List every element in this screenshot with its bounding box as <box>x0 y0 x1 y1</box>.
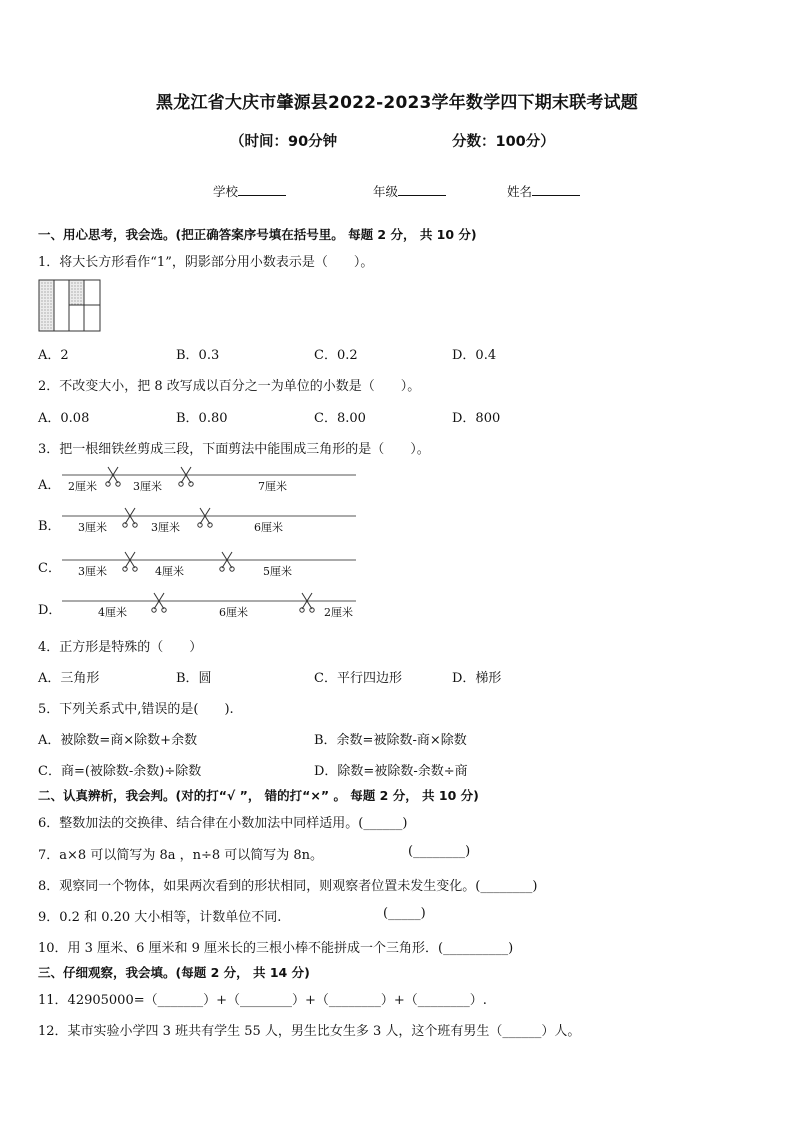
q1-option-c[interactable]: C．0.2 <box>314 348 358 363</box>
scissors-icon <box>220 552 234 571</box>
q3-b-seg-3: 6厘米 <box>254 521 283 534</box>
q5-option-b[interactable]: B．余数=被除数-商×除数 <box>314 733 467 748</box>
question-2: 2．不改变大小，把 8 改写成以百分之一为单位的小数是（ ）。 <box>38 379 421 394</box>
grade-field[interactable] <box>373 182 446 200</box>
q3-option-a[interactable]: A． <box>38 478 61 493</box>
scissors-icon <box>123 552 137 571</box>
name-blank[interactable] <box>532 183 580 196</box>
question-9: 9．0.2 和 0.20 大小相等，计数单位不同. <box>38 910 282 925</box>
exam-time: （时间：90分钟 <box>230 134 338 150</box>
q3-option-b[interactable]: B． <box>38 519 61 534</box>
page-title: 黑龙江省大庆市肇源县2022-2023学年数学四下期末联考试题 <box>156 93 638 113</box>
question-4: 4．正方形是特殊的（ ） <box>38 640 203 655</box>
q3-d-seg-2: 6厘米 <box>219 606 248 619</box>
q7-answer-blank[interactable]: (________) <box>408 844 471 859</box>
scissors-icon <box>300 593 314 612</box>
q1-option-a[interactable]: A．2 <box>38 348 69 363</box>
q3-a-seg-3: 7厘米 <box>258 480 287 493</box>
question-12[interactable]: 12．某市实验小学四 3 班共有学生 55 人，男生比女生多 3 人，这个班有男生（______）人。 <box>38 1024 581 1039</box>
scissors-icon <box>198 508 212 527</box>
q3-row-d-wire <box>58 591 368 621</box>
q4-option-c[interactable]: C．平行四边形 <box>314 671 402 686</box>
q3-a-seg-1: 2厘米 <box>68 480 97 493</box>
q5-option-c[interactable]: C．商=(被除数-余数)÷除数 <box>38 764 202 779</box>
q2-option-d[interactable]: D．800 <box>452 411 501 426</box>
q3-option-c[interactable]: C． <box>38 561 61 576</box>
q3-row-a-wire <box>58 465 368 495</box>
q2-option-a[interactable]: A．0.08 <box>38 411 90 426</box>
question-8[interactable]: 8．观察同一个物体，如果两次看到的形状相同，则观察者位置未发生变化。(________) <box>38 879 538 894</box>
question-3: 3．把一根细铁丝剪成三段，下面剪法中能围成三角形的是（ ）。 <box>38 442 430 457</box>
q2-option-b[interactable]: B．0.80 <box>176 411 228 426</box>
q3-row-c-wire <box>58 550 368 580</box>
section-2-heading: 二、认真辨析，我会判。(对的打“√ ”， 错的打“×” 。 每题 2 分， 共 10 分) <box>38 788 479 803</box>
scissors-icon <box>106 467 120 486</box>
question-7: 7．a×8 可以简写为 8a ，n÷8 可以简写为 8n。 <box>38 848 324 863</box>
q4-option-a[interactable]: A．三角形 <box>38 671 100 686</box>
q3-d-seg-1: 4厘米 <box>98 606 127 619</box>
school-field[interactable] <box>213 182 286 200</box>
question-11[interactable]: 11．42905000=（_______）+（________）+（________）+（________）. <box>38 993 487 1008</box>
q3-d-seg-3: 2厘米 <box>324 606 353 619</box>
q1-option-d[interactable]: D．0.4 <box>452 348 497 363</box>
rectangle-figure <box>38 279 102 333</box>
grade-label: 年级 <box>373 184 399 199</box>
question-1: 1．将大长方形看作“1”，阴影部分用小数表示是（ ）。 <box>38 255 374 270</box>
question-10[interactable]: 10．用 3 厘米、6 厘米和 9 厘米长的三根小棒不能拼成一个三角形．(__________) <box>38 941 514 956</box>
q3-c-seg-3: 5厘米 <box>263 565 292 578</box>
q3-c-seg-1: 3厘米 <box>78 565 107 578</box>
q3-b-seg-1: 3厘米 <box>78 521 107 534</box>
q5-option-a[interactable]: A．被除数=商×除数+余数 <box>38 733 198 748</box>
q3-row-b-wire <box>58 506 368 536</box>
q4-option-b[interactable]: B．圆 <box>176 671 212 686</box>
school-blank[interactable] <box>238 183 286 196</box>
scissors-icon <box>179 467 193 486</box>
question-6[interactable]: 6．整数加法的交换律、结合律在小数加法中同样适用。(______) <box>38 816 408 831</box>
q3-option-d[interactable]: D． <box>38 603 62 618</box>
q1-option-b[interactable]: B．0.3 <box>176 348 220 363</box>
question-5: 5．下列关系式中,错误的是( ). <box>38 702 234 717</box>
name-field[interactable] <box>507 182 580 200</box>
section-3-heading: 三、仔细观察，我会填。(每题 2 分， 共 14 分) <box>38 965 310 980</box>
q2-option-c[interactable]: C．8.00 <box>314 411 366 426</box>
scissors-icon <box>123 508 137 527</box>
q9-answer-blank[interactable]: (_____) <box>383 906 426 921</box>
q3-b-seg-2: 3厘米 <box>151 521 180 534</box>
exam-score: 分数：100分） <box>452 134 555 150</box>
grade-blank[interactable] <box>398 183 446 196</box>
q5-option-d[interactable]: D．除数=被除数-余数÷商 <box>314 764 468 779</box>
scissors-icon <box>152 593 166 612</box>
q3-a-seg-2: 3厘米 <box>133 480 162 493</box>
q4-option-d[interactable]: D．梯形 <box>452 671 502 686</box>
q3-c-seg-2: 4厘米 <box>155 565 184 578</box>
name-label: 姓名 <box>507 184 533 199</box>
school-label: 学校 <box>213 184 239 199</box>
section-1-heading: 一、用心思考，我会选。(把正确答案序号填在括号里。 每题 2 分， 共 10 分) <box>38 227 477 242</box>
